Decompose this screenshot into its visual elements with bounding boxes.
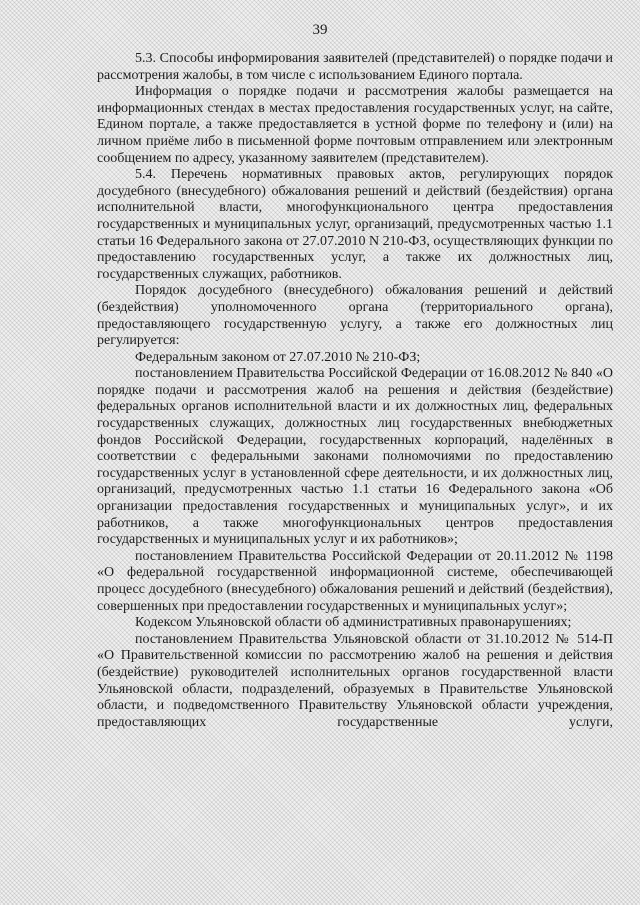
paragraph-federal-law-210: Федеральным законом от 27.07.2010 № 210-ФЗ; <box>135 349 421 365</box>
document-body <box>97 51 613 731</box>
paragraph-5-3-heading: 5.3. Способы информирования заявителей (представителей) о порядке подачи и рассмотрения жалобы, в том числе с использованием Единого портала. <box>97 51 613 83</box>
paragraph-information-placement: Информация о порядке подачи и рассмотрения жалобы размещается на информационных стендах в местах предоставления государственных услуг, на сайте, Едином портале, а также предоставляется в устной форме по телефону и (или) на личном приёме либо в письменной форме почтовым отправлением или электронным сообщением по адресу, указанному заявителем (представителем). <box>97 84 613 166</box>
paragraph-ulyanovsk-code: Кодексом Ульяновской области об административных правонарушениях; <box>135 615 572 631</box>
paragraph-5-4-heading: 5.4. Перечень нормативных правовых актов, регулирующих порядок досудебного (внесудебного) обжалования решений и действий (бездействия) органа исполнительной власти, многофункционального центра предоставления государственных и муниципальных услуг, организаций, предусмотренных частью 1.1 статьи 16 Федерального закона от 27.07.2010 N 210-ФЗ, осуществляющих функции по предоставлению государственных услуг, а также их должностных лиц, государственных служащих, работников. <box>97 167 613 282</box>
paragraph-resolution-514-p: постановлением Правительства Ульяновской области от 31.10.2012 № 514-П «О Правительственной комиссии по рассмотрению жалоб на решения и действия (бездействие) руководителей исполнительных органов государственной власти Ульяновской области, подразделений, образуемых в Правительстве Ульяновской области, и подведомственного Правительству Ульяновской области учреждения, предоставляющих государственные услуги, <box>97 631 613 730</box>
paragraph-resolution-1198: постановлением Правительства Российской Федерации от 20.11.2012 № 1198 «О федеральной государственной информационной системе, обеспечивающей процесс досудебного (внесудебного) обжалования решений и действий (бездействия), совершенных при предоставлении государственных и муниципальных услуг»; <box>97 548 613 614</box>
page-number: 39 <box>312 22 328 38</box>
paragraph-resolution-840: постановлением Правительства Российской Федерации от 16.08.2012 № 840 «О порядке подачи и рассмотрения жалоб на решения и действия (бездействие) федеральных органов исполнительной власти и их должностных лиц, федеральных государственных служащих, должностных лиц государственных внебюджетных фондов Российской Федерации, государственных корпораций, наделённых в соответствии с федеральными законами полномочиями по предоставлению государственных услуг в установленной сфере деятельности, и их должностных лиц, организаций, предусмотренных частью 1.1 статьи 16 Федерального закона «Об организации предоставления государственных и муниципальных услуг», и их работников, а также многофункциональных центров предоставления государственных и муниципальных услуг и их работников»; <box>97 366 613 548</box>
paragraph-appeal-procedure: Порядок досудебного (внесудебного) обжалования решений и действий (бездействия) уполномоченного органа (территориального органа), предоставляющего государственную услугу, а также его должностных лиц регулируется: <box>97 283 613 349</box>
